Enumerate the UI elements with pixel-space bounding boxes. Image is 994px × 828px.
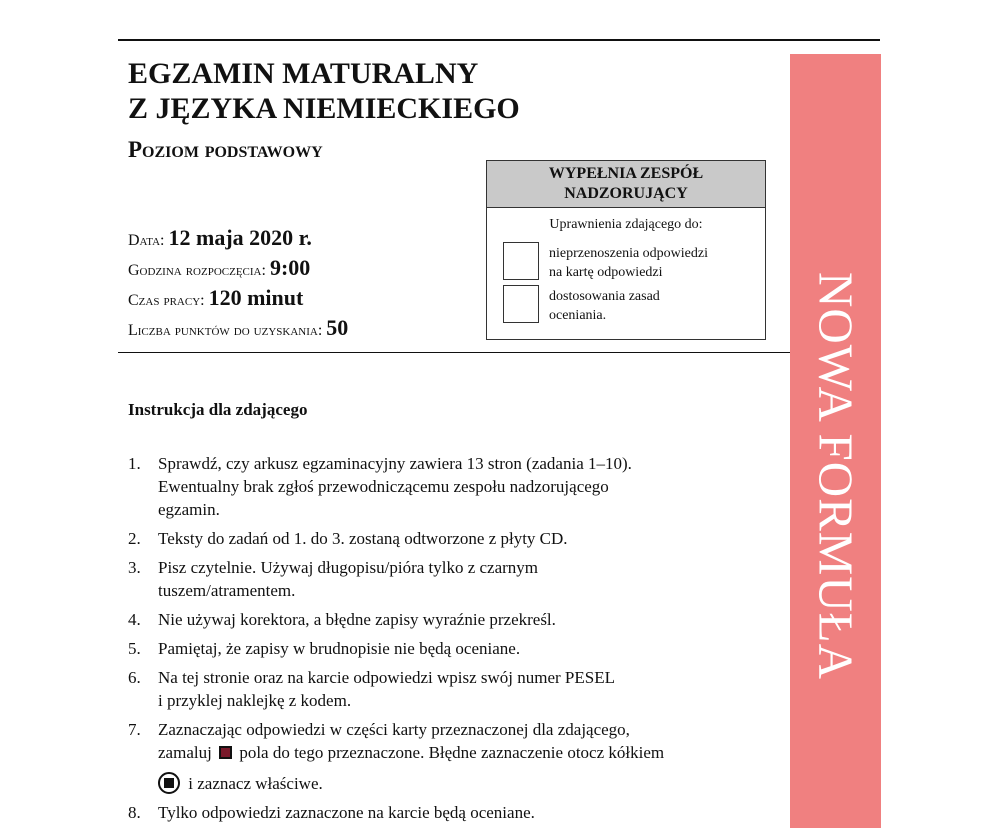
exam-title-line1: EGZAMIN MATURALNY <box>128 57 479 90</box>
item-text: i przyklej naklejkę z kodem. <box>158 691 352 710</box>
adapted-grading-label <box>549 287 660 325</box>
list-item <box>128 718 768 795</box>
adapted-grading-checkbox[interactable] <box>503 285 539 323</box>
item-text: pola do tego przeznaczone. Błędne zaznaczenie otocz kółkiem <box>239 743 665 762</box>
supervisor-box-heading <box>487 161 765 208</box>
list-item <box>128 556 768 602</box>
item-text: Nie używaj korektora, a błędne zapisy wyraźnie przekreśl. <box>158 610 556 629</box>
supervisor-heading-line1: WYPEŁNIA ZESPÓŁ <box>548 165 704 182</box>
item-number: 5. <box>128 639 141 658</box>
points-value: 50 <box>326 315 349 340</box>
supervisor-heading-line2: NADZORUJĄCY <box>564 185 688 202</box>
circled-square-icon <box>158 772 180 794</box>
item-text: i zaznacz właściwe. <box>188 774 323 793</box>
item-text: Ewentualny brak zgłoś przewodniczącemu zespołu nadzorującego <box>158 477 609 496</box>
list-item <box>128 608 768 631</box>
duration-value: 120 minut <box>208 285 304 310</box>
no-transfer-label <box>549 244 708 282</box>
exam-title <box>128 56 520 126</box>
date-value: 12 maja 2020 r. <box>168 225 312 250</box>
list-item <box>128 637 768 660</box>
instructions-list <box>128 452 768 828</box>
item-text: Pisz czytelnie. Używaj długopisu/pióra tylko z czarnym <box>158 558 539 577</box>
exam-duration <box>128 283 303 316</box>
item-text: Pamiętaj, że zapisy w brudnopisie nie będą oceniane. <box>158 639 521 658</box>
item-number: 2. <box>128 529 141 548</box>
banner-text: NOWA FORMUŁA <box>808 271 864 681</box>
top-rule <box>118 39 880 41</box>
exam-start-time <box>128 253 310 286</box>
item-text: Zaznaczając odpowiedzi w części karty przeznaczonej dla zdającego, <box>158 720 630 739</box>
list-item <box>128 452 768 521</box>
no-transfer-label-line1: nieprzenoszenia odpowiedzi <box>549 246 708 261</box>
start-label: Godzina rozpoczęcia: <box>128 262 266 279</box>
item-text: Sprawdź, czy arkusz egzaminacyjny zawiera 13 stron (zadania 1–10). <box>158 454 632 473</box>
instructions-title: Instrukcja dla zdającego <box>128 400 308 419</box>
section-divider <box>118 352 790 353</box>
no-transfer-label-line2: na kartę odpowiedzi <box>549 265 663 280</box>
item-text: Teksty do zadań od 1. do 3. zostaną odtworzone z płyty CD. <box>158 529 568 548</box>
list-item <box>128 527 768 550</box>
no-transfer-checkbox[interactable] <box>503 242 539 280</box>
item-number: 6. <box>128 668 141 687</box>
item-number: 8. <box>128 803 141 822</box>
exam-title-line2: Z JĘZYKA NIEMIECKIEGO <box>128 92 520 125</box>
supervisor-box <box>486 160 766 340</box>
item-text: Tylko odpowiedzi zaznaczone na karcie będą oceniane. <box>158 803 535 822</box>
date-label: Data: <box>128 232 165 249</box>
item-number: 3. <box>128 558 141 577</box>
item-number: 1. <box>128 454 141 473</box>
adapted-grading-label-line2: oceniania. <box>549 308 607 323</box>
filled-square-icon <box>219 746 232 759</box>
item-text: zamaluj <box>158 743 212 762</box>
exam-points <box>128 313 348 346</box>
list-item <box>128 666 768 712</box>
supervisor-box-subheading: Uprawnienia zdającego do: <box>549 217 703 232</box>
item-number: 7. <box>128 720 141 739</box>
exam-level: Poziom podstawowy <box>128 137 323 162</box>
item-number: 4. <box>128 610 141 629</box>
list-item <box>128 801 768 824</box>
adapted-grading-label-line1: dostosowania zasad <box>549 289 660 304</box>
start-value: 9:00 <box>269 255 311 280</box>
duration-label: Czas pracy: <box>128 292 205 309</box>
exam-date <box>128 223 312 256</box>
item-text: Na tej stronie oraz na karcie odpowiedzi wpisz swój numer PESEL <box>158 668 615 687</box>
points-label: Liczba punktów do uzyskania: <box>128 322 323 339</box>
item-text: egzamin. <box>158 500 220 519</box>
item-text: tuszem/atramentem. <box>158 581 296 600</box>
